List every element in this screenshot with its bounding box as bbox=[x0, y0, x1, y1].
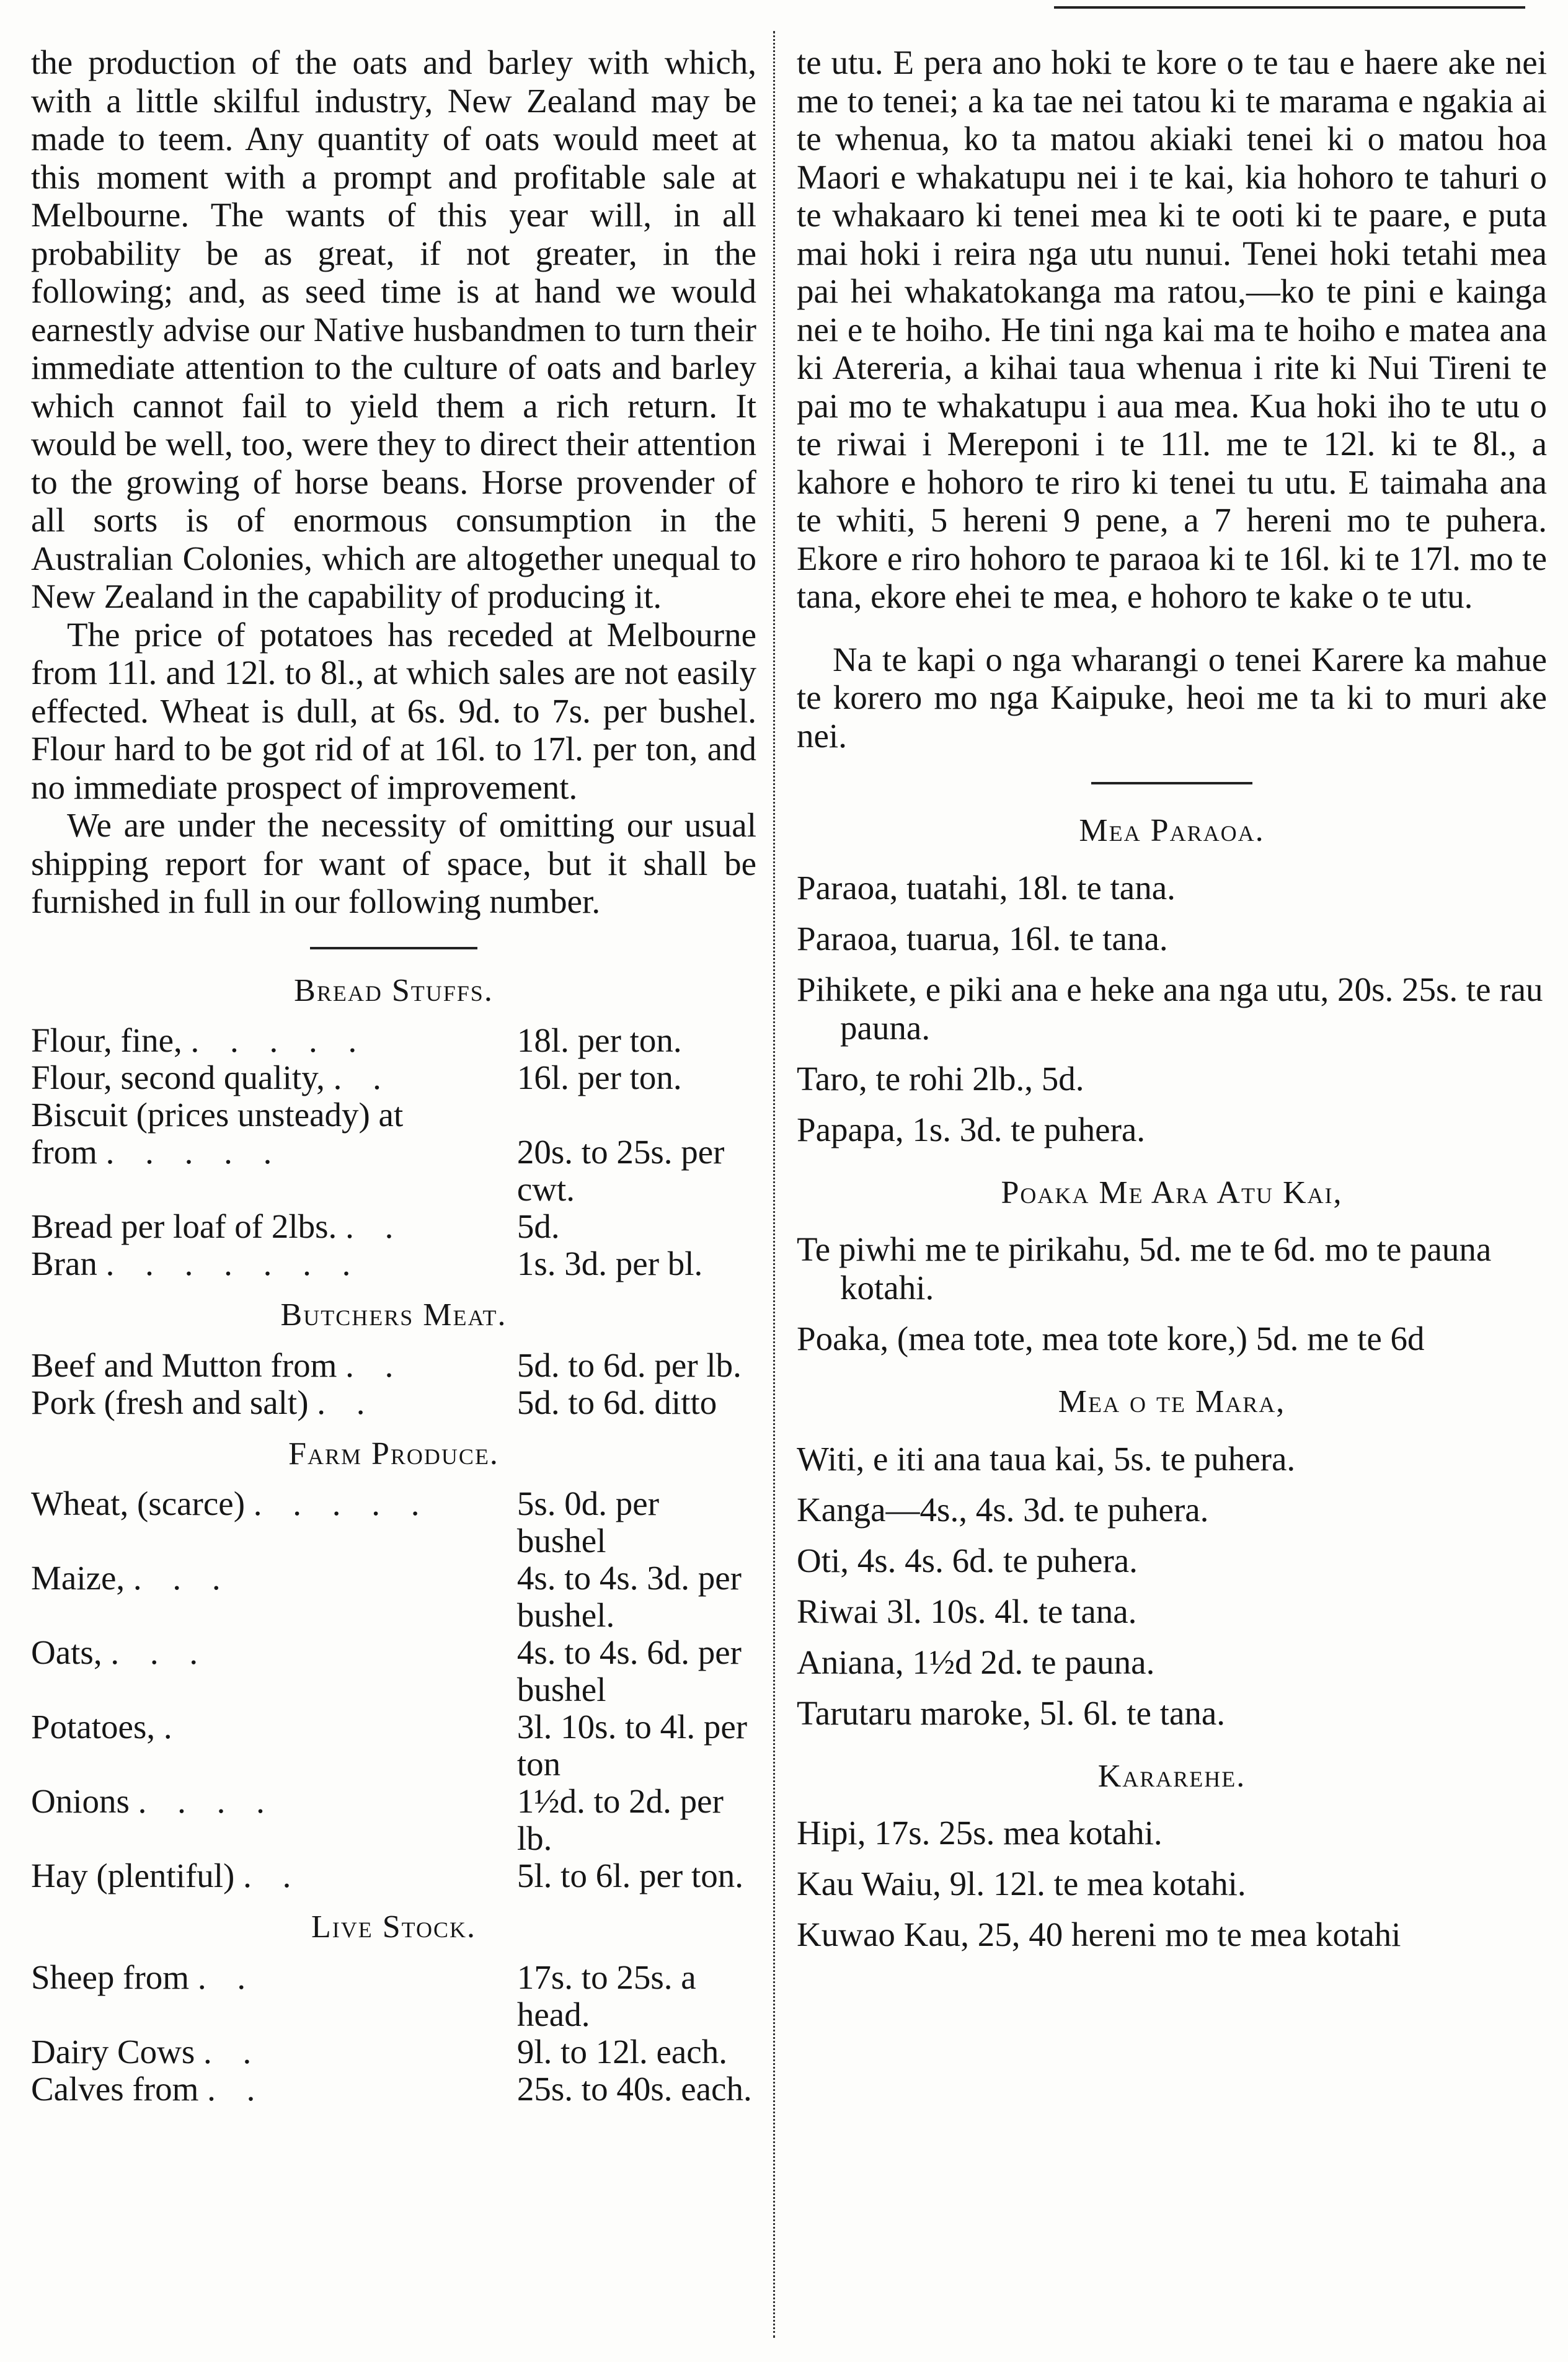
price-item: Sheep from bbox=[31, 1958, 190, 1996]
article-paragraph-1: te utu. E pera ano hoki te kore o te tau e haere ake nei me to tenei; a ka tae nei tatou ki te marama e ngakia ai te whenua, ko ta matou akiaki tenei ki o matou hoa Maori e whakatupu nei i te kai, kia hohoro te tahuri o te whakaaro ki tenei mea ki te ooti ki te paare, e puta mai hoki i reira nga utu nunui. Tenei hoki tetahi mea pai hei whakatokanga ma ratou,—ko te pini e kainga nei e te hoiho. He tini nga kai ma te hoiho e matea ana ki Atereria, a kihai taua whenua i rite ki Nui Tireni te pai mo te whakatupu i aua mea. Kua hoki iho te utu o te riwai i Mereponi i te 11l. me te 12l. ki te 8l., a kahore e hohoro te riro ki tenei tu utu. E taimaha ana te whiti, 5 hereni 9 pene, a 7 hereni mo te puhera. Ekore e riro hohoro te paraoa ki te 16l. ki te 17l. mo te tana, ekore ehei te mea, e hohoro te kake o te utu. bbox=[797, 43, 1547, 615]
dot-leader: . . bbox=[345, 1346, 405, 1384]
dot-leader: . . . . . . . bbox=[105, 1245, 362, 1282]
price-row bbox=[31, 2033, 756, 2071]
price-line: Paraoa, tuatahi, 18l. te tana. bbox=[797, 868, 1176, 907]
price-section-title: Farm Produce. bbox=[288, 1436, 499, 1472]
price-line: Riwai 3l. 10s. 4l. te tana. bbox=[797, 1592, 1137, 1630]
price-value: 3l. 10s. to 4l. per ton bbox=[516, 1708, 748, 1783]
price-value: 16l. per ton. bbox=[516, 1059, 682, 1096]
price-line: Kau Waiu, 9l. 12l. te mea kotahi. bbox=[797, 1865, 1246, 1902]
article-paragraph-3: We are under the necessity of omitting our usual shipping report for want of space, but it shall be furnished in full in our following number. bbox=[31, 806, 756, 920]
article-paragraph-2: Na te kapi o nga wharangi o tenei Karere ka mahue te korero mo nga Kaipuke, heoi me ta ki to muri ake nei. bbox=[797, 640, 1547, 755]
price-item: Bread per loaf of 2lbs. bbox=[31, 1207, 337, 1245]
price-line: Kuwao Kau, 25, 40 hereni mo te mea kotahi bbox=[797, 1916, 1401, 1953]
price-row bbox=[31, 1134, 756, 1208]
price-item: Dairy Cows bbox=[31, 2032, 195, 2071]
price-row bbox=[31, 1959, 756, 2033]
dot-leader: . . . . . bbox=[253, 1485, 431, 1522]
dot-leader: . . . . . bbox=[105, 1133, 283, 1171]
price-table-livestock bbox=[31, 1959, 756, 2108]
price-value: 9l. to 12l. each. bbox=[516, 2032, 727, 2071]
dot-leader: . . . . bbox=[138, 1782, 276, 1820]
dot-leader: . . bbox=[203, 2032, 263, 2071]
price-item: Oats, bbox=[31, 1633, 102, 1671]
price-row bbox=[31, 1059, 756, 1096]
price-item: Maize, bbox=[31, 1559, 125, 1597]
price-section-title: Mea o te Mara, bbox=[1058, 1384, 1286, 1419]
price-value: 1½d. to 2d. per lb. bbox=[516, 1782, 724, 1857]
price-value: 1s. 3d. per bl. bbox=[516, 1245, 703, 1282]
price-line: Oti, 4s. 4s. 6d. te puhera. bbox=[797, 1541, 1138, 1579]
price-value: 25s. to 40s. each. bbox=[516, 2069, 752, 2108]
price-row bbox=[31, 1022, 756, 1059]
maori-column bbox=[797, 43, 1547, 1966]
section-rule bbox=[310, 947, 477, 949]
section-rule bbox=[1091, 782, 1252, 784]
price-item: Bran bbox=[31, 1245, 97, 1282]
price-row bbox=[31, 1384, 756, 1421]
price-line: Witi, e iti ana taua kai, 5s. te puhera. bbox=[797, 1439, 1296, 1478]
price-section-title: Bread Stuffs. bbox=[294, 972, 494, 1008]
price-line: Te piwhi me te pirikahu, 5d. me te 6d. mo te pauna kotahi. bbox=[797, 1230, 1492, 1307]
price-row bbox=[31, 2071, 756, 2108]
price-line: Pihikete, e piki ana e heke ana nga utu, 20s. 25s. te rau pauna. bbox=[797, 970, 1543, 1047]
price-line: Hipi, 17s. 25s. mea kotahi. bbox=[797, 1814, 1163, 1852]
price-row bbox=[31, 1208, 756, 1245]
price-row bbox=[31, 1347, 756, 1384]
price-item: Pork (fresh and salt) bbox=[31, 1383, 309, 1421]
header-rule bbox=[1054, 0, 1525, 9]
dot-leader: . . bbox=[345, 1207, 405, 1245]
price-item: Beef and Mutton from bbox=[31, 1346, 337, 1384]
price-item: Flour, second quality, bbox=[31, 1059, 325, 1096]
price-line: Poaka, (mea tote, mea tote kore,) 5d. me te 6d bbox=[797, 1320, 1425, 1357]
dot-leader: . . . bbox=[133, 1559, 232, 1597]
dot-leader: . . bbox=[317, 1383, 376, 1421]
price-section-title: Kararehe. bbox=[1097, 1758, 1246, 1794]
price-item: Hay (plentiful) bbox=[31, 1857, 235, 1894]
dot-leader: . . . . . bbox=[190, 1021, 368, 1059]
article-paragraph-2: The price of potatoes has receded at Melbourne from 11l. and 12l. to 8l., at which sales are not easily effected. Wheat is dull, at 6s. 9d. to 7s. per bushel. Flour hard to be got rid of at 16l. to 17l. per ton, and no immediate prospect of improvement. bbox=[31, 615, 756, 806]
price-table-farm bbox=[31, 1485, 756, 1894]
price-item: Flour, fine, bbox=[31, 1021, 182, 1059]
price-line: Papapa, 1s. 3d. te puhera. bbox=[797, 1110, 1146, 1148]
price-value: 18l. per ton. bbox=[516, 1021, 682, 1059]
price-value: 4s. to 4s. 3d. per bushel. bbox=[516, 1559, 742, 1634]
dot-leader: . . bbox=[207, 2069, 267, 2108]
dot-leader: . . bbox=[197, 1958, 257, 1996]
price-item: from bbox=[31, 1133, 97, 1171]
price-value: 5d. to 6d. per lb. bbox=[516, 1346, 742, 1384]
price-section-title: Butchers Meat. bbox=[280, 1297, 507, 1333]
price-row bbox=[31, 1096, 756, 1134]
price-value: 5d. to 6d. ditto bbox=[516, 1383, 717, 1421]
price-line: Taro, te rohi 2lb., 5d. bbox=[797, 1059, 1084, 1098]
price-row bbox=[31, 1245, 756, 1282]
price-section-title: Poaka Me Ara Atu Kai, bbox=[1001, 1174, 1343, 1210]
dot-leader: . . . bbox=[110, 1633, 210, 1671]
price-row bbox=[31, 1560, 756, 1634]
price-value: 5d. bbox=[516, 1207, 560, 1245]
price-table-meat bbox=[31, 1347, 756, 1421]
article-paragraph-1: the production of the oats and barley with which, with a little skilful industry, New Zealand may be made to teem. Any quantity of oats would meet at this moment with a prompt and profitable sale at Melbourne. The wants of this year will, in all probability be as great, if not greater, in the following; and, as seed time is at hand we would earnestly advise our Native husbandmen to turn their immediate attention to the culture of oats and barley which cannot fail to yield them a rich return. It would be well, too, were they to direct their attention to the growing of horse beans. Horse provender of all sorts is of enormous consumption in the Australian Colonies, which are altogether unequal to New Zealand in the capability of producing it. bbox=[31, 43, 756, 615]
price-row bbox=[31, 1634, 756, 1708]
price-table-bread bbox=[31, 1022, 756, 1282]
dot-leader: . bbox=[163, 1708, 184, 1746]
price-line: Kanga—4s., 4s. 3d. te puhera. bbox=[797, 1490, 1209, 1529]
price-value: 20s. to 25s. per cwt. bbox=[516, 1133, 725, 1208]
price-row bbox=[31, 1708, 756, 1783]
english-column bbox=[31, 43, 756, 2108]
price-item: Onions bbox=[31, 1782, 130, 1820]
price-value: 5l. to 6l. per ton. bbox=[516, 1857, 743, 1894]
price-row bbox=[31, 1857, 756, 1894]
dot-leader: . . bbox=[333, 1059, 392, 1096]
price-item: Biscuit (prices unsteady) at bbox=[31, 1096, 404, 1134]
price-line: Aniana, 1½d 2d. te pauna. bbox=[797, 1643, 1155, 1681]
price-value: 4s. to 4s. 6d. per bushel bbox=[516, 1633, 742, 1708]
price-row bbox=[31, 1783, 756, 1857]
price-value: 17s. to 25s. a head. bbox=[516, 1958, 696, 2033]
price-item: Wheat, (scarce) bbox=[31, 1485, 246, 1522]
price-section-title: Live Stock. bbox=[311, 1909, 476, 1945]
price-item: Potatoes, bbox=[31, 1708, 156, 1746]
price-line: Paraoa, tuarua, 16l. te tana. bbox=[797, 919, 1168, 957]
column-divider bbox=[773, 31, 775, 2338]
price-section-title: Mea Paraoa. bbox=[1079, 813, 1265, 848]
price-item: Calves from bbox=[31, 2069, 199, 2108]
price-value: 5s. 0d. per bushel bbox=[516, 1485, 660, 1560]
price-row bbox=[31, 1485, 756, 1560]
dot-leader: . . bbox=[243, 1857, 303, 1894]
price-line: Tarutaru maroke, 5l. 6l. te tana. bbox=[797, 1694, 1226, 1732]
